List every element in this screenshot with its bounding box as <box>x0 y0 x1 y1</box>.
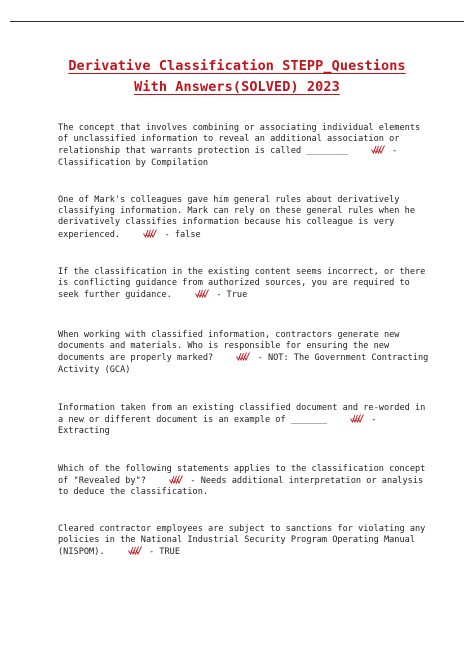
qa-item <box>58 330 430 376</box>
check-icon <box>195 289 209 298</box>
qa-item <box>58 195 430 241</box>
document-title <box>40 56 434 98</box>
question-text: Information taken from an existing classified document and re-worded in a new or different document is an example of _______ <box>58 403 426 426</box>
top-divider <box>10 21 464 22</box>
title-line-2: With Answers(SOLVED) 2023 <box>134 79 340 95</box>
check-icon <box>169 475 183 484</box>
title-line-1: Derivative Classification STEPP_Questions <box>68 58 406 74</box>
answer-text: - Needs additional interpretation or analysis to deduce the classification. <box>58 476 424 498</box>
qa-item <box>58 267 430 302</box>
question-text: One of Mark's colleagues gave him general rules about derivatively classifying information. Mark can rely on these general rules when he derivatively classifies information because his colleague is very experienced. <box>58 195 415 240</box>
answer-text: - TRUE <box>148 547 180 558</box>
question-text: If the classification in the existing content seems incorrect, or there is conflicting guidance from authorized sources, you are required to seek further guidance. <box>58 267 426 301</box>
answer-text: - True <box>216 290 248 301</box>
qa-item <box>58 123 430 169</box>
question-text: Which of the following statements applies to the classification concept of "Revealed by"? <box>58 464 426 487</box>
question-text: When working with classified information, contractors generate new documents and materials. Who is responsible for ensuring the new documents are properly marked? <box>58 330 400 364</box>
answer-text: - false <box>164 229 201 240</box>
qa-item <box>58 524 430 559</box>
question-text: The concept that involves combining or associating individual elements of unclassified information to reveal an additional association or relationship that warrants protection is called ________ <box>58 123 421 157</box>
qa-item <box>58 403 430 438</box>
answer-text: - NOT: The Government Contracting Activity (GCA) <box>58 353 429 375</box>
check-icon <box>371 145 385 154</box>
check-icon <box>128 546 142 555</box>
question-text: Cleared contractor employees are subject to sanctions for violating any policies in the National Industrial Security Program Operating Manual (NISPOM). <box>58 524 426 558</box>
answer-text: - Extracting <box>58 415 377 437</box>
check-icon <box>236 352 250 361</box>
check-icon <box>143 229 157 238</box>
answer-text: - Classification by Compilation <box>58 146 398 168</box>
qa-item <box>58 464 430 499</box>
check-icon <box>350 414 364 423</box>
